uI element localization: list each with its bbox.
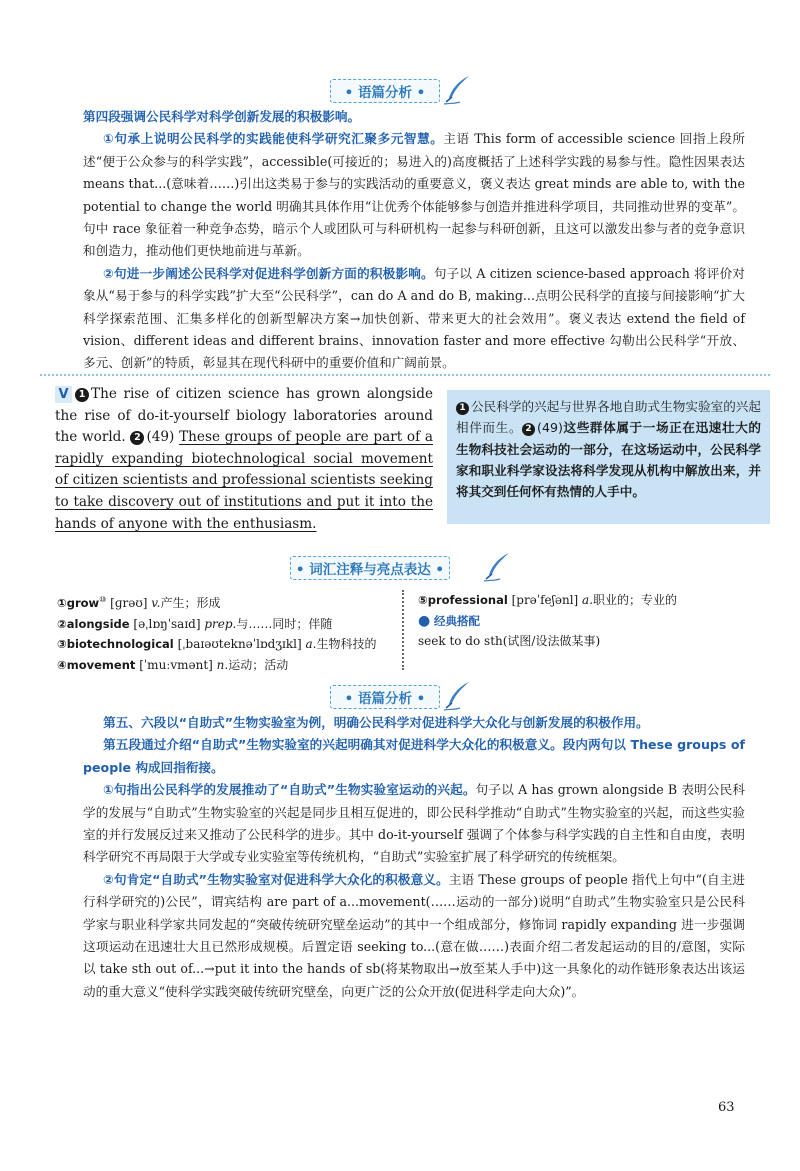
translation-number-2: 2 [522,423,535,436]
collocation-title-row [418,611,768,632]
heading-label: • 词汇注释与亮点表达 • [290,556,450,580]
passage-sentence-1: The rise of citizen science has grown alongside the rise of do-it-yourself biology laboratories around the world. [55,386,433,446]
paragraph-mark: V [55,386,72,403]
translation-question-number: (49) [537,420,563,436]
section-heading-vocab [0,551,800,585]
vocab-item: ①grow⑩ [ɡrəʊ] v.产生；形成 [57,595,221,610]
section-heading-analysis-2 [0,680,800,714]
vocab-list-right [418,590,768,652]
quill-pen-icon [442,74,472,106]
translation-box [447,390,770,524]
translation-2: 这些群体属于一场正在迅速壮大的生物科技社会运动的一部分，在这场运动中，公民科学家和职业科学家设法将科学发现从机构中解放出来，并将其交到任何怀有热情的人手中。 [456,420,762,500]
vocab-list-left [57,590,387,675]
sentence-number-1: 1 [75,388,89,402]
binding-divider [402,590,410,670]
sentence-2-lead: ②句进一步阐述公民科学对促进科学创新方面的积极影响。 [103,265,434,281]
paragraph-intro-56: 第五、六段以“自助式”生物实验室为例，明确公民科学对促进科学大众化与创新发展的积极作用。 [103,715,649,730]
vocab-item: ④movement [ˈmuːvmənt] n.运动；活动 [57,657,289,672]
quill-pen-icon [482,551,512,583]
sentence-2-body: 主语 These groups of people 指代上句中“(自主进行科学研究的)公民”，谓宾结构 are part of a...movement(……运动的一部分)说明“自助式”生物实验室只是公民科学家与职业科学家共同发起的“突破传统研究壁垒运动”的其中一个组成部分，修饰词 rapidly expanding 进一步强调这项运动在迅速壮大且已然形成规模。后置定语 seeking to...(意在做……)表面介绍二者发起运动的目的/意图，实际以 take sth out of...→put it into the hands of sb(将某物取出→放至某人手中)这一具象化的动作链形象表达出该运动的重大意义“使科学实践突破传统研究壁垒，向更广泛的公众开放(促进科学走向大众)”。 [83,871,746,999]
heading-label: • 语篇分析 • [330,79,440,103]
passage-text [55,384,433,535]
paragraph-intro-5: 第五段通过介绍“自助式”生物实验室的兴起明确其对促进科学大众化的积极意义。段内两句以 These groups of people 构成回指衔接。 [83,737,745,775]
divider-dotted [40,374,770,376]
passage-sentence-2: These groups of people are part of a rapidly expanding biotechnological social movement of citizen scientists and professional scientists seeking to take discovery out of institutions and put it into the hands of anyone with the enthusiasm. [55,429,433,532]
paragraph-intro: 第四段强调公民科学对科学创新发展的积极影响。 [83,109,361,124]
heading-label: • 语篇分析 • [330,685,440,709]
sentence-1-body: 主语 This form of accessible science 回指上段所述“便于公众参与的科学实践”，accessible(可接近的；易进入的)高度概括了上述科学实践的易参与性。隐性因果表达 means that...(意味着……)引出这类易于参与的实践活动的重要意义，褒义表达 great minds are able to, with the potential to change the world 明确其具体作用“让优秀个体能够参与创造并推进科学项目，共同推动世界的变革”。句中 race 象征着一种竞争态势，暗示个人或团队可与科研机构一起参与科研创新，且这可以激发出参与者的竞争意识和创造力，推动他们更快地前进与革新。 [83,131,745,259]
sentence-1-lead: ①句承上说明公民科学的实践能使科学研究汇聚多元智慧。 [103,131,444,147]
collocation-item: seek to do sth(试图/设法做某事) [418,634,601,648]
vocab-item: ③biotechnological [ˌbaɪəʊteknəˈlɒdʒɪkl] a.生物科技的 [57,637,377,651]
sentence-2-body: 句子以 A citizen science-based approach 将评价对象从“易于参与的科学实践”扩大至“公民科学”，can do A and do B, making...点明公民科学的直接与间接影响“扩大科学探索范围、汇集多样化的创新型解决方案→加快创新、带来更大的社会效用”。褒义表达 extend the field of vision、different ideas and different brains、innovation faster and more effective 勾勒出公民科学“开放、多元、创新”的特质，彰显其在现代科研中的重要价值和广阔前景。 [83,265,745,371]
quill-pen-icon [442,680,472,712]
sentence-2-lead: ②句肯定“自助式”生物实验室对促进科学大众化的积极意义。 [103,871,449,887]
question-number: (49) [146,429,175,446]
vocab-item: ⑤professional [prəˈfeʃənl] a.职业的；专业的 [418,593,678,607]
vocab-item: ②alongside [əˌlɒŋˈsaɪd] prep.与……同时；伴随 [57,616,333,631]
translation-number-1: 1 [456,402,469,415]
sentence-1-body: 句子以 A has grown alongside B 表明公民科学的发展与“自助式”生物实验室的兴起是同步且相互促进的，即公民科学推动“自助式”生物实验室的兴起，而这些实验室的并行发展反过来又推动了公民科学的进步。其中 do-it-yourself 强调了个体参与科学实践的自主性和自由度，表明科学研究不再局限于大学或专业实验室等传统机构，“自助式”实验室扩展了科学研究的传统框架。 [83,782,746,865]
sentence-1-lead: ①句指出公民科学的发展推动了“自助式”生物实验室运动的兴起。 [103,782,476,798]
analysis-block-1 [83,106,745,375]
collocation-title: 经典搭配 [434,613,481,628]
page-number: 63 [718,1100,735,1115]
section-heading-analysis-1 [0,74,800,108]
translation-1: 公民科学的兴起与世界各地自助式生物实验室的兴起相伴而生。 [456,399,761,436]
analysis-block-2 [83,712,745,1003]
bullet-icon: ● [418,612,431,629]
sentence-number-2: 2 [130,431,144,445]
